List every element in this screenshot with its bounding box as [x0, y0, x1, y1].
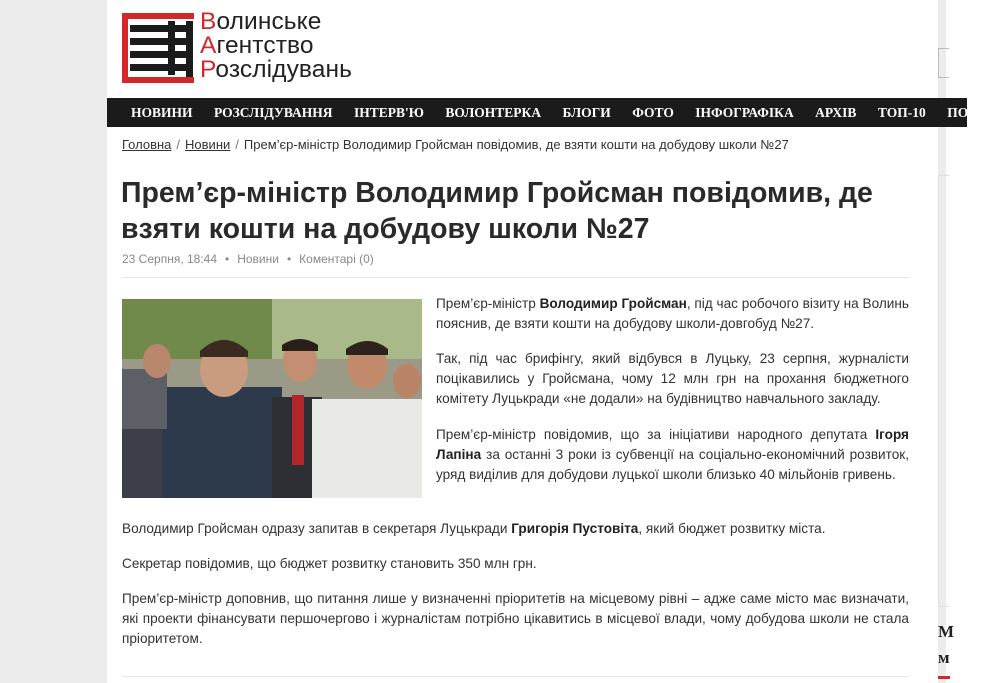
sidebar-widget — [938, 175, 949, 607]
divider — [122, 676, 909, 677]
logo-word: олинське — [216, 8, 322, 35]
nav-item-infographics[interactable]: ІНФОГРАФІКА — [695, 105, 794, 120]
logo-line — [200, 10, 352, 34]
article-paragraph: Секретар повідомив, що бюджет розвитку становить 350 млн грн. — [122, 556, 537, 571]
meta-separator: • — [286, 252, 292, 266]
nav-item-top10[interactable]: ТОП-10 — [877, 105, 926, 120]
page-gutter-left — [0, 0, 107, 683]
logo-initial: Р — [200, 56, 216, 83]
logo-line — [200, 58, 352, 82]
text-run: Прем’єр-міністр — [436, 296, 540, 311]
site-logo[interactable] — [122, 8, 382, 85]
nav-item-volunteering[interactable]: ВОЛОНТЕРКА — [445, 105, 542, 120]
logo-word: гентство — [216, 32, 314, 59]
breadcrumb-section-link[interactable]: Новини — [185, 137, 231, 152]
text-run: , під час робочого візиту на Волинь пояснив, де взяти кошти на добудову школи-довгобуд №27. — [436, 296, 909, 331]
article-paragraph: Так, під час брифінгу, який відбувся в Луцьку, 23 серпня, журналісти поцікавились у Гройсмана, чому 12 млн грн на прохання бюджетного комітету Луцькради «не додали» на будівництво навчального закладу. — [436, 351, 909, 406]
sidebar-heading: М — [938, 622, 955, 641]
article-category-link[interactable]: Новини — [237, 252, 279, 266]
nav-item-interviews[interactable]: ІНТЕРВ'Ю — [353, 105, 424, 120]
page-container — [107, 0, 994, 683]
logo-wordmark — [200, 10, 352, 82]
logo-initial: В — [200, 8, 217, 35]
main-nav — [107, 98, 994, 127]
search-input[interactable] — [938, 48, 949, 78]
article-photo — [122, 299, 422, 498]
text-run: за останні 3 роки із субвенції на соціально-економічний розвиток, уряд виділив для добудови луцької школи близько 40 мільйонів гривень. — [436, 447, 909, 482]
sidebar-accent — [938, 676, 950, 679]
breadcrumb — [122, 137, 789, 152]
article-meta — [122, 252, 374, 266]
person-name: Ігоря Лапіна — [436, 427, 909, 462]
nav-item-news[interactable]: НОВИНИ — [131, 105, 193, 120]
logo-word: озслідувань — [215, 56, 352, 83]
article-paragraph — [436, 294, 909, 334]
article-paragraph — [436, 425, 909, 485]
breadcrumb-separator: / — [235, 137, 239, 152]
article-comments-link[interactable]: Коментарі (0) — [299, 252, 374, 266]
nav-item-investigations[interactable]: РОЗСЛІДУВАННЯ — [213, 105, 333, 120]
text-run: Володимир Гройсман одразу запитав в секретаря Луцькради — [122, 521, 512, 536]
logo-initial: А — [200, 32, 217, 59]
meta-separator: • — [225, 252, 230, 266]
person-name: Володимир Гройсман — [539, 296, 687, 311]
logo-line — [200, 34, 352, 58]
logo-mark-icon — [122, 13, 194, 83]
nav-item-blogs[interactable]: БЛОГИ — [562, 105, 611, 120]
breadcrumb-separator: / — [176, 137, 181, 152]
nav-item-photo[interactable]: ФОТО — [632, 105, 674, 120]
breadcrumb-home-link[interactable]: Головна — [122, 137, 172, 152]
nav-item-tips[interactable]: ПОРАД — [947, 105, 994, 120]
text-run: , який бюджет розвитку міста. — [638, 521, 826, 536]
article-title: Прем’єр-міністр Володимир Гройсман повідомив, де взяти кошти на добудову школи №27 — [121, 177, 873, 245]
article-date: 23 Серпня, 18:44 — [122, 252, 218, 266]
nav-item-archive[interactable]: АРХІВ — [815, 105, 857, 120]
text-run: Прем’єр-міністр повідомив, що за ініціативи народного депутата — [436, 427, 876, 442]
article-paragraph — [122, 519, 909, 539]
article-paragraph: Прем’єр-міністр доповнив, що питання лише у визначенні пріоритетів на місцевому рівні – адже саме місто має визначати, які проекти фінансувати першочергово і журналістам потрібно цікавитись в місцевої влади, чому добудова школи не стала пріоритетом. — [122, 591, 909, 646]
person-name: Григорія Пустовіта — [511, 521, 639, 536]
sidebar-heading: м — [938, 648, 950, 667]
breadcrumb-current: Прем’єр-міністр Володимир Гройсман повідомив, де взяти кошти на добудову школи №27 — [243, 137, 789, 152]
divider — [122, 277, 909, 278]
